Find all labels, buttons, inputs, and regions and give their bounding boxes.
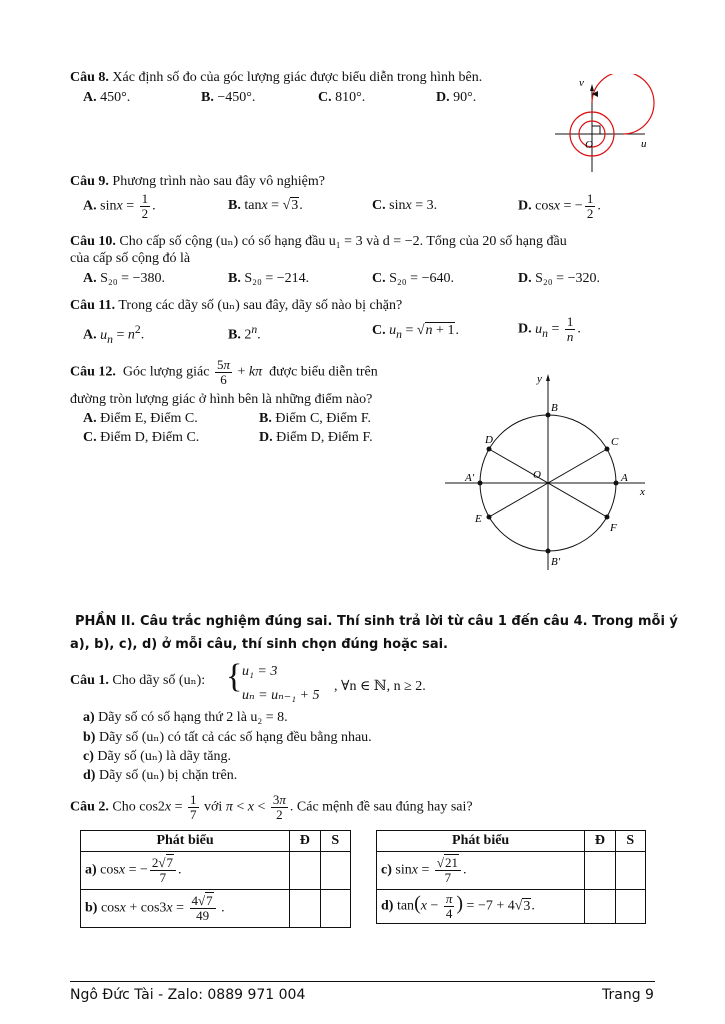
q12-option-b: B. Điểm C, Điểm F.	[259, 411, 372, 426]
point-c	[605, 447, 610, 452]
part2-heading-line1: PHẦN II. Câu trắc nghiệm đúng sai. Thí sinh trả lời từ câu 1 đến câu 4. Trong mỗi ý	[75, 614, 678, 629]
svg-text:C: C	[611, 436, 619, 448]
q10-option-a: A. S₂₀ = −380.	[83, 271, 165, 286]
p2q1-item-b: b) Dãy số (uₙ) có tất cả các số hạng đều bằng nhau.	[83, 730, 372, 745]
p2q1-stem: Câu 1. Cho dãy số (uₙ):	[70, 673, 206, 688]
q12-option-c: C. Điểm D, Điểm C.	[83, 430, 200, 445]
axis-u-label: u	[641, 138, 647, 150]
q12-stem-line2: đường tròn lượng giác ở hình bên là những điểm nào?	[70, 392, 373, 407]
axis-v-label: v	[579, 77, 584, 89]
q8-text: Xác định số đo của góc lượng giác được biểu diễn trong hình bên.	[112, 70, 483, 85]
svg-text:B: B	[551, 402, 558, 414]
q11-option-c: C. $u_n = √n + 1$.	[372, 323, 459, 341]
table-row: b) cosx + cos3x = $\frac{4√7}{49}$ .	[81, 890, 351, 928]
q9-option-d: D. cosx = − $\frac{1}{2}$ .	[518, 191, 601, 221]
check-false-c[interactable]	[615, 852, 645, 890]
point-e	[487, 515, 492, 520]
svg-text:B′: B′	[551, 556, 561, 568]
unit-circle-figure	[440, 370, 660, 575]
p2q2-table-left: Phát biểu Đ S a) cosx = − $\frac{2√7}{7}$ . b) cosx + cos3x = $\frac{4√7}{49}$ .	[80, 830, 351, 928]
q8-angle-figure	[550, 74, 660, 174]
q12-option-a: A. Điểm E, Điểm C.	[83, 411, 198, 426]
q10-option-c: C. S₂₀ = −640.	[372, 271, 454, 286]
q9-option-a: A. sinx = $\frac{1}{2}$ .	[83, 191, 156, 221]
q11-option-b: B. 2$^n$.	[228, 323, 261, 343]
q8-option-a: A. 450°.	[83, 90, 131, 105]
q8-stem	[70, 70, 482, 86]
point-b	[546, 413, 551, 418]
check-true-c[interactable]	[585, 852, 615, 890]
p2q1-cond: , ∀n ∈ ℕ, n ≥ 2.	[334, 679, 426, 694]
q8-option-d: D. 90°.	[436, 90, 477, 105]
table-row: d) tan(x − $\frac{\pi}{4}$ ) = −7 + 4√3.	[377, 890, 646, 924]
check-false-d[interactable]	[615, 890, 645, 924]
q10-option-d: D. S₂₀ = −320.	[518, 271, 600, 286]
p2q1-item-d: d) Dãy số (uₙ) bị chặn trên.	[83, 768, 238, 783]
p2q2-table-right: Phát biểu Đ S c) sinx = $\frac{√21}{7}$ . d) tan(x − $\frac{\pi}{4}$ ) = −7 + 4√3.	[376, 830, 646, 924]
svg-text:A′: A′	[465, 472, 475, 484]
svg-text:E: E	[475, 513, 482, 525]
svg-text:x: x	[640, 486, 645, 498]
p2q1-sys2: uₙ = uₙ₋₁ + 5	[242, 688, 320, 703]
footer-rule	[70, 981, 655, 982]
svg-text:y: y	[537, 373, 542, 385]
p2q1-sys1: u₁ = 3	[242, 664, 278, 679]
check-true-b[interactable]	[290, 890, 320, 928]
footer-page-number: Trang 9	[602, 987, 654, 1003]
svg-text:D: D	[485, 434, 493, 446]
q12-stem-line1: Câu 12. Góc lượng giác $\frac{5\pi}{6}$ + kπ được biểu diễn trên	[70, 357, 378, 387]
check-false-b[interactable]	[320, 890, 350, 928]
p2q2-stem: Câu 2. Cho cos2x = $\frac{1}{7}$ với π < x < $\frac{3\pi}{2}$ . Các mệnh đề sau đúng hay sai?	[70, 792, 473, 822]
p2q1-system: {	[226, 658, 243, 695]
footer-author: Ngô Đức Tài - Zalo: 0889 971 004	[70, 987, 306, 1003]
q9-option-b: B. tanx = √3.	[228, 198, 303, 213]
point-f	[605, 515, 610, 520]
q9-stem: Câu 9. Phương trình nào sau đây vô nghiệm?	[70, 174, 325, 189]
svg-text:F: F	[610, 522, 617, 534]
origin-label: O	[585, 139, 593, 151]
q8-option-b: B. −450°.	[201, 90, 256, 105]
svg-text:A: A	[621, 472, 628, 484]
point-d	[487, 447, 492, 452]
q10-stem-line1: Câu 10. Cho cấp số cộng (uₙ) có số hạng đầu u₁ = 3 và d = −2. Tổng của 20 số hạng đầu	[70, 234, 567, 249]
check-false-a[interactable]	[320, 852, 350, 890]
svg-text:O: O	[533, 469, 541, 481]
check-true-d[interactable]	[585, 890, 615, 924]
part2-heading-line2: a), b), c), d) ở mỗi câu, thí sinh chọn đúng hoặc sai.	[70, 637, 448, 652]
p2q1-item-a: a) Dãy số có số hạng thứ 2 là u₂ = 8.	[83, 710, 288, 725]
q11-option-a: A. $u_n = n^2$.	[83, 323, 145, 346]
check-true-a[interactable]	[290, 852, 320, 890]
q11-option-d: D. $u_n$ = $\frac{1}{n}$ .	[518, 314, 581, 344]
q9-option-c: C. sinx = 3.	[372, 198, 438, 213]
q8-option-c: C. 810°.	[318, 90, 366, 105]
q10-stem-line2: của cấp số cộng đó là	[70, 251, 191, 266]
q8-label: Câu 8.	[70, 70, 109, 85]
point-a	[614, 481, 619, 486]
q11-stem: Câu 11. Trong các dãy số (uₙ) sau đây, dãy số nào bị chặn?	[70, 298, 403, 313]
q12-option-d: D. Điểm D, Điểm F.	[259, 430, 373, 445]
point-b-prime	[546, 549, 551, 554]
table-row: a) cosx = − $\frac{2√7}{7}$ .	[81, 852, 351, 890]
table-row: c) sinx = $\frac{√21}{7}$ .	[377, 852, 646, 890]
q10-option-b: B. S₂₀ = −214.	[228, 271, 310, 286]
p2q1-item-c: c) Dãy số (uₙ) là dãy tăng.	[83, 749, 231, 764]
point-a-prime	[478, 481, 483, 486]
